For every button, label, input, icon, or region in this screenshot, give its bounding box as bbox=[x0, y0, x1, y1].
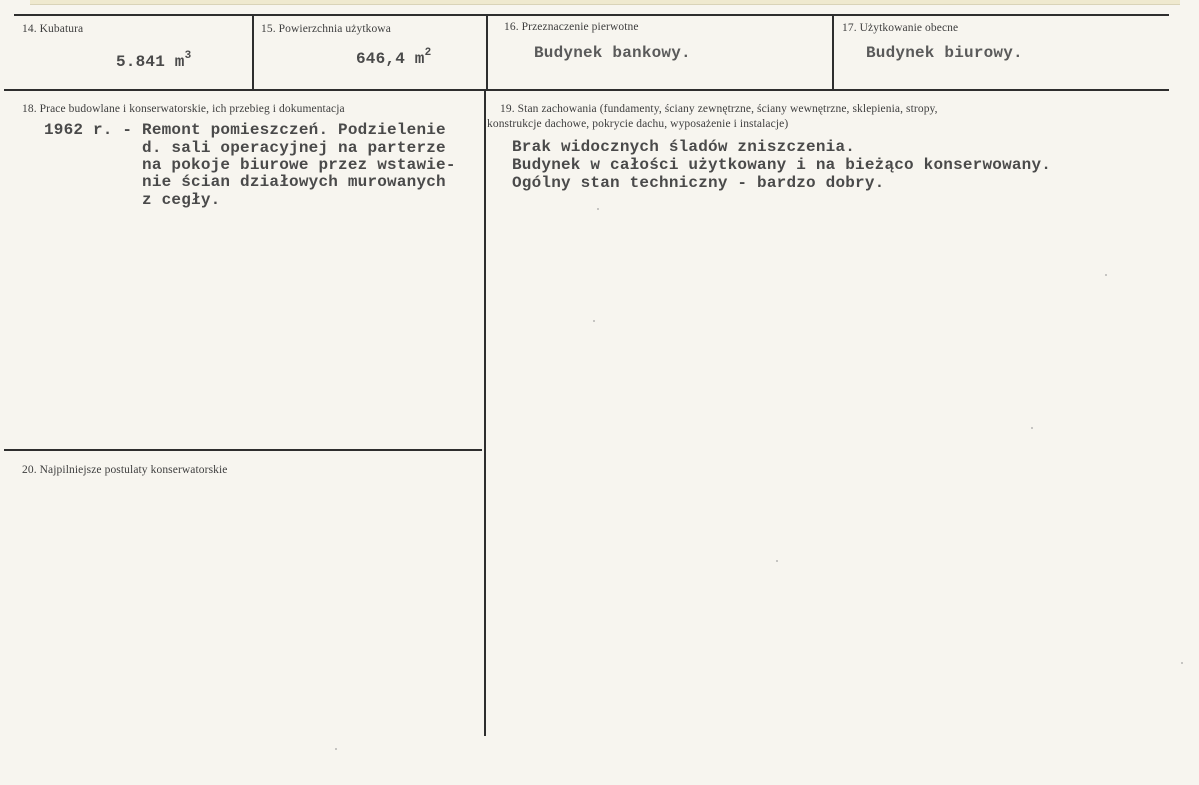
field-18-line: z cegły. bbox=[44, 191, 221, 209]
field-18-line: na pokoje biurowe przez wstawie- bbox=[44, 156, 456, 174]
field-15-unit-exponent: 2 bbox=[424, 47, 432, 59]
field-19-label-line1: 19. Stan zachowania (fundamenty, ściany zewnętrzne, ściany wewnętrzne, sklepienia, stropy, bbox=[500, 103, 938, 115]
field-19-label-line2: konstrukcje dachowe, pokrycie dachu, wyposażenie i instalacje) bbox=[487, 118, 789, 130]
field-16-label: 16. Przeznaczenie pierwotne bbox=[504, 21, 639, 33]
scan-speck bbox=[1031, 427, 1033, 429]
field-14-value bbox=[116, 47, 191, 71]
row1-bottom-rule bbox=[4, 89, 1169, 91]
field-18-line: nie ścian działowych murowanych bbox=[44, 173, 446, 191]
scan-speck bbox=[776, 560, 778, 562]
field-19-line: Budynek w całości użytkowany i na bieżąco konserwowany. bbox=[512, 156, 1052, 174]
card-top-edge bbox=[30, 0, 1180, 5]
divider-15-16 bbox=[486, 15, 488, 90]
field-18-line: 1962 r. - Remont pomieszczeń. Podzielenie bbox=[44, 121, 446, 139]
divider-main bbox=[484, 90, 486, 736]
field-14-label: 14. Kubatura bbox=[22, 23, 84, 35]
field-16-value: Budynek bankowy. bbox=[534, 44, 691, 62]
divider-14-15 bbox=[252, 15, 254, 90]
field-20-label: 20. Najpilniejsze postulaty konserwatorskie bbox=[22, 464, 228, 476]
field-14-unit-exponent: 3 bbox=[184, 50, 192, 62]
scan-speck bbox=[593, 320, 595, 322]
field-18-line: d. sali operacyjnej na parterze bbox=[44, 139, 446, 157]
scan-speck bbox=[1181, 662, 1183, 664]
field-19-line: Brak widocznych śladów zniszczenia. bbox=[512, 138, 856, 156]
section18-bottom-rule bbox=[4, 449, 482, 451]
scan-speck bbox=[335, 748, 337, 750]
field-15-value bbox=[356, 44, 431, 68]
field-17-label: 17. Użytkowanie obecne bbox=[842, 22, 959, 34]
field-14-value-text: 5.841 m bbox=[116, 53, 185, 71]
top-rule bbox=[14, 14, 1169, 16]
field-19-line: Ogólny stan techniczny - bardzo dobry. bbox=[512, 174, 885, 192]
scan-speck bbox=[597, 208, 599, 210]
divider-16-17 bbox=[832, 15, 834, 90]
field-18-label: 18. Prace budowlane i konserwatorskie, ich przebieg i dokumentacja bbox=[22, 103, 345, 115]
field-15-value-text: 646,4 m bbox=[356, 50, 425, 68]
scan-speck bbox=[1105, 274, 1107, 276]
field-17-value: Budynek biurowy. bbox=[866, 44, 1023, 62]
field-15-label: 15. Powierzchnia użytkowa bbox=[261, 23, 391, 35]
